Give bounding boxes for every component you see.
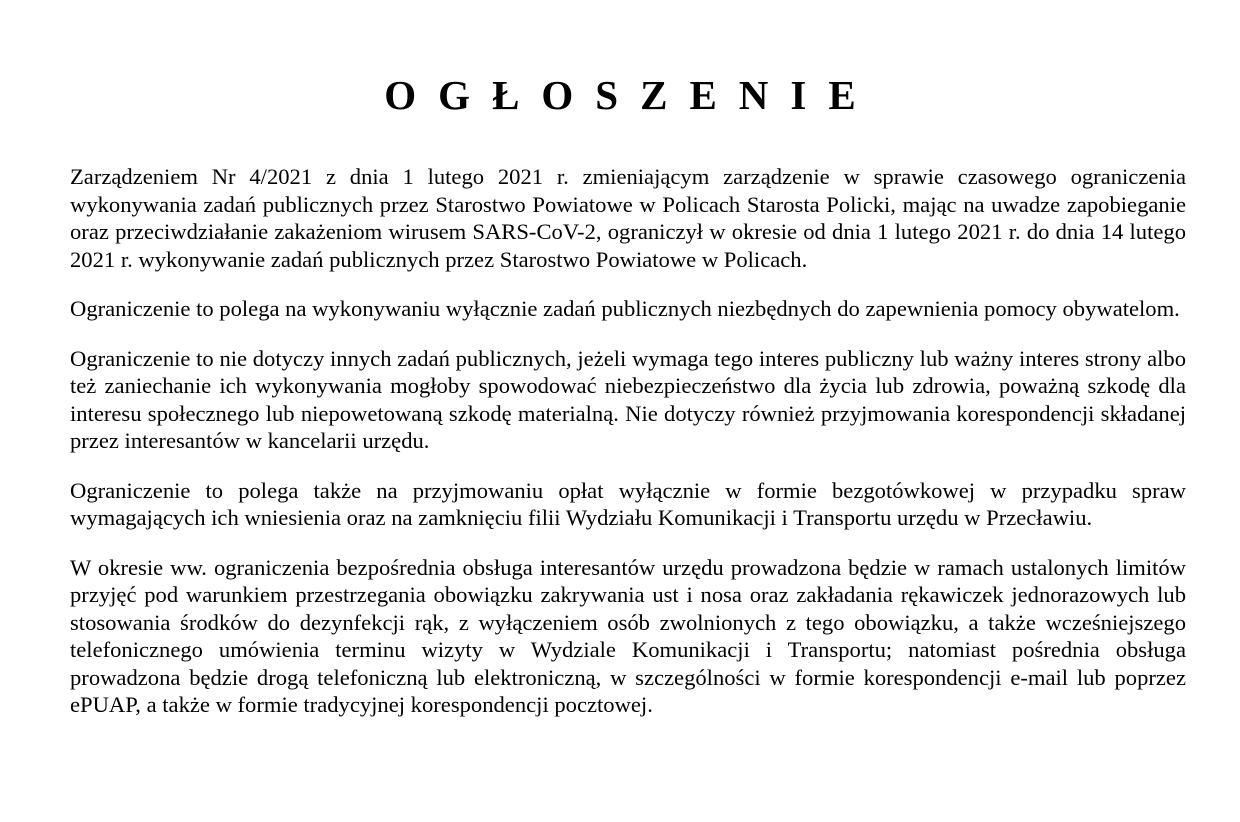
paragraph-4: Ograniczenie to polega także na przyjmowaniu opłat wyłącznie w formie bezgotówkowej w przypadku spraw wymagających ich wniesienia oraz na zamknięciu filii Wydziału Komunikacji i Transportu urzędu w Przecławiu. bbox=[70, 477, 1186, 530]
paragraph-1: Zarządzeniem Nr 4/2021 z dnia 1 lutego 2021 r. zmieniającym zarządzenie w sprawie czasowego ograniczenia wykonywania zadań publicznych przez Starostwo Powiatowe w Policach Starosta Policki, mając na uwadze zapobieganie oraz przeciwdziałanie zakażeniom wirusem SARS-CoV-2, ograniczył w okresie od dnia 1 lutego 2021 r. do dnia 14 lutego 2021 r. wykonywanie zadań publicznych przez Starostwo Powiatowe w Policach. bbox=[70, 164, 1186, 272]
document-body bbox=[70, 163, 1186, 719]
paragraph-5: W okresie ww. ograniczenia bezpośrednia obsługa interesantów urzędu prowadzona będzie w ramach ustalonych limitów przyjęć pod warunkiem przestrzegania obowiązku zakrywania ust i nosa oraz zakładania rękawiczek jednorazowych lub stosowania środków do dezynfekcji rąk, z wyłączeniem osób zwolnionych z tego obowiązku, a także wcześniejszego telefonicznego umówienia terminu wizyty w Wydziale Komunikacji i Transportu; natomiast pośrednia obsługa prowadzona będzie drogą telefoniczną lub elektroniczną, w szczególności w formie korespondencji e-mail lub poprzez ePUAP, a także w formie tradycyjnej korespondencji pocztowej. bbox=[70, 554, 1186, 717]
paragraph-3: Ograniczenie to nie dotyczy innych zadań publicznych, jeżeli wymaga tego interes publiczny lub ważny interes strony albo też zaniechanie ich wykonywania mogłoby spowodować niebezpieczeństwo dla życia lub zdrowia, poważną szkodę dla interesu społecznego lub niepowetowaną szkodę materialną. Nie dotyczy również przyjmowania korespondencji składanej przez interesantów w kancelarii urzędu. bbox=[70, 345, 1186, 453]
paragraph-2: Ograniczenie to polega na wykonywaniu wyłącznie zadań publicznych niezbędnych do zapewnienia pomocy obywatelom. bbox=[70, 296, 1180, 321]
document-title: OGŁOSZENIE bbox=[384, 72, 878, 118]
